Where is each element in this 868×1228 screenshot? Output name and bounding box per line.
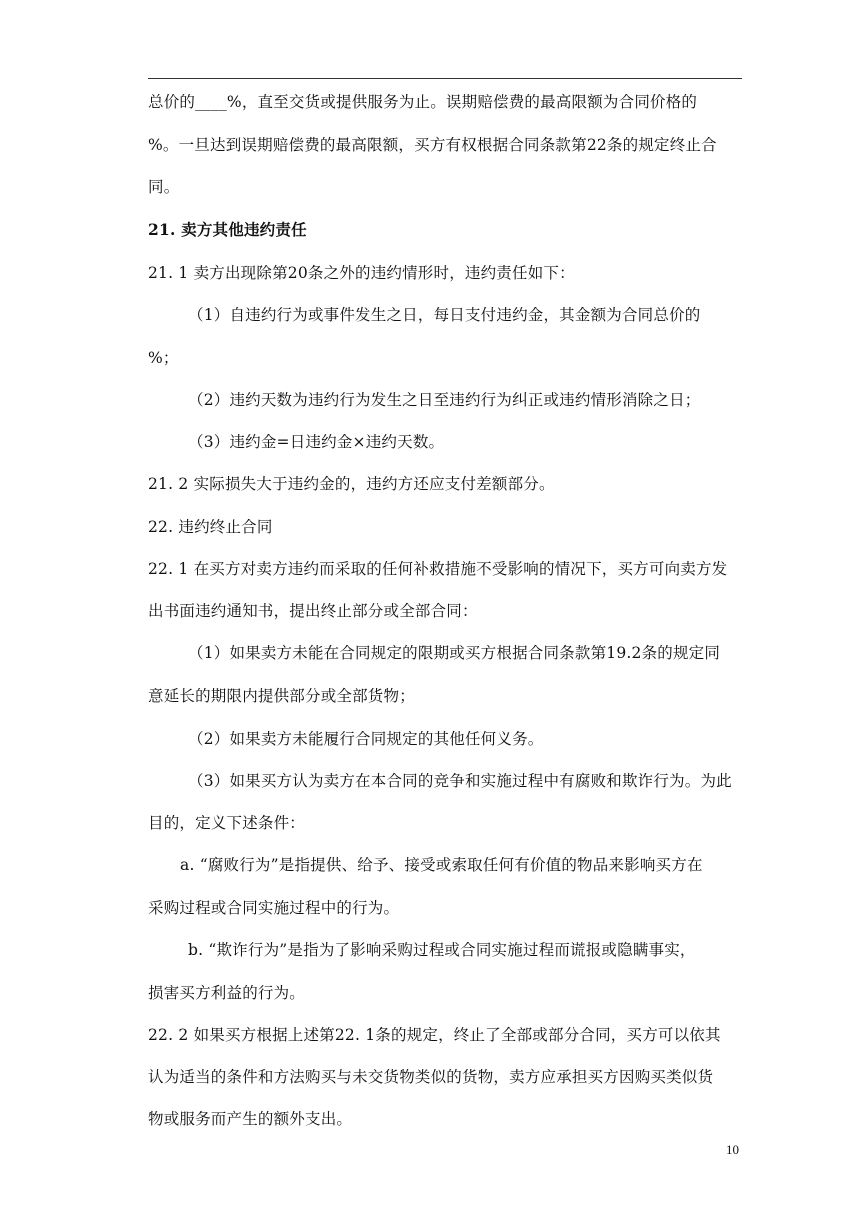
- list-item: （1）如果卖方未能在合同规定的限期或买方根据合同条款第19.2条的规定同: [188, 644, 721, 662]
- paragraph-line: 出书面违约通知书，提出终止部分或全部合同：: [148, 602, 478, 620]
- paragraph-line: 损害买方利益的行为。: [148, 984, 306, 1002]
- definition-item: b. “欺诈行为”是指为了影响采购过程或合同实施过程而谎报或隐瞒事实，: [188, 941, 696, 959]
- list-item: （2）如果卖方未能履行合同规定的其他任何义务。: [188, 730, 544, 748]
- clause-21-1: 21. 1 卖方出现除第20条之外的违约情形时，违约责任如下：: [148, 264, 575, 282]
- section-heading-21: 21. 卖方其他违约责任: [148, 220, 307, 239]
- paragraph-line: 总价的____%，直至交货或提供服务为止。误期赔偿费的最高限额为合同价格的: [148, 93, 698, 111]
- clause-22-1: 22. 1 在买方对卖方违约而采取的任何补救措施不受影响的情况下，买方可向卖方发: [148, 560, 728, 578]
- page-number: 10: [726, 1142, 739, 1157]
- clause-21-2: 21. 2 实际损失大于违约金的，违约方还应支付差额部分。: [148, 475, 555, 493]
- list-item: （1）自违约行为或事件发生之日，每日支付违约金，其金额为合同总价的: [188, 306, 701, 324]
- paragraph-line: %；: [148, 349, 179, 367]
- definition-item: a. “腐败行为”是指提供、给予、接受或索取任何有价值的物品来影响买方在: [180, 856, 703, 874]
- paragraph-line: 认为适当的条件和方法购买与未交货物类似的货物，卖方应承担买方因购买类似货: [148, 1068, 714, 1086]
- list-item: （2）违约天数为违约行为发生之日至违约行为纠正或违约情形消除之日；: [188, 391, 701, 409]
- paragraph-line: 意延长的期限内提供部分或全部货物；: [148, 687, 415, 705]
- list-item: （3）违约金=日违约金×违约天数。: [188, 433, 445, 451]
- paragraph-line: 目的，定义下述条件：: [148, 814, 306, 832]
- paragraph-line: 采购过程或合同实施过程中的行为。: [148, 899, 400, 917]
- clause-22-2: 22. 2 如果买方根据上述第22. 1条的规定，终止了全部或部分合同，买方可以依其: [148, 1026, 721, 1044]
- paragraph-line: %。一旦达到误期赔偿费的最高限额，买方有权根据合同条款第22条的规定终止合: [148, 136, 717, 154]
- paragraph-line: 同。: [148, 178, 180, 196]
- header-rule: [148, 78, 742, 79]
- list-item: （3）如果买方认为卖方在本合同的竞争和实施过程中有腐败和欺诈行为。为此: [188, 772, 732, 790]
- paragraph-line: 物或服务而产生的额外支出。: [148, 1110, 353, 1128]
- section-heading-22: 22. 违约终止合同: [148, 518, 273, 536]
